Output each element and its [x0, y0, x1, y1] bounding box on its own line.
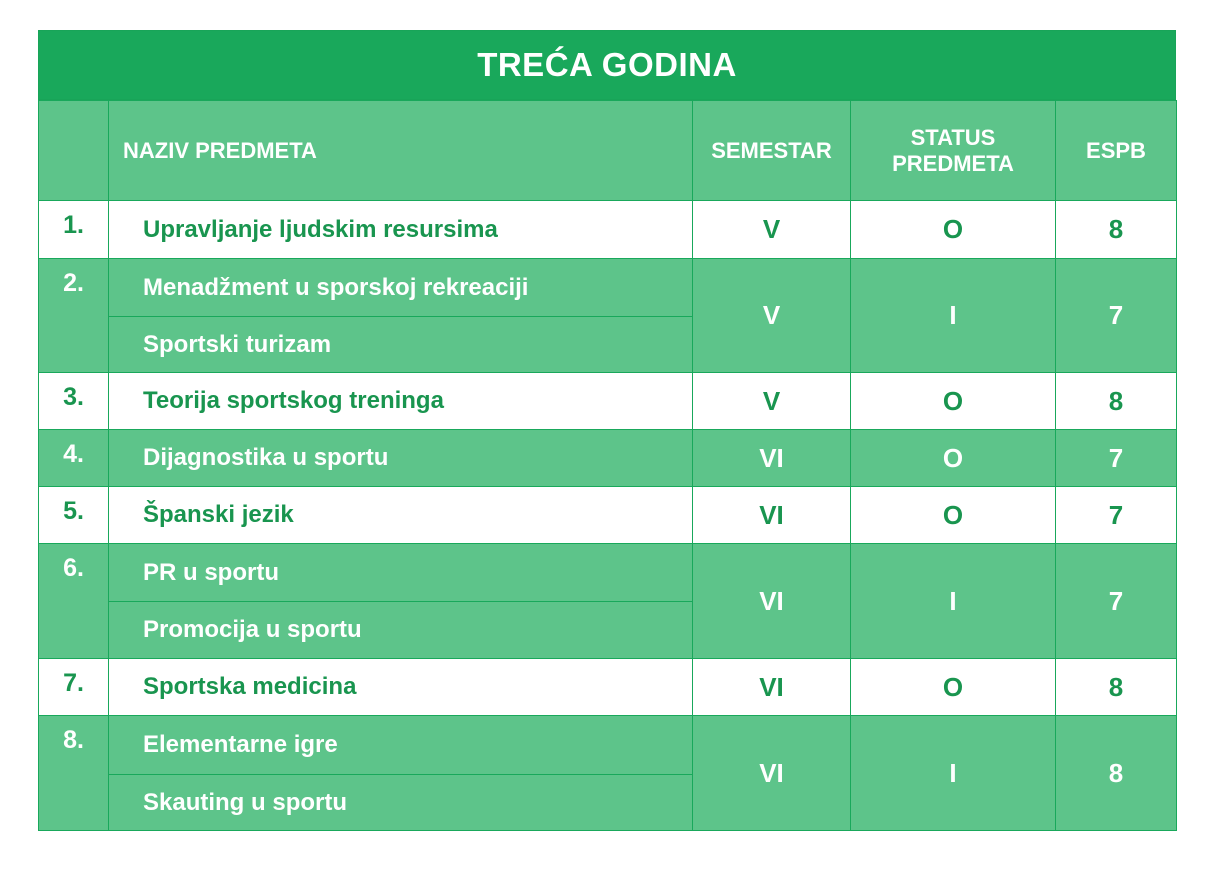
header-status — [851, 101, 1056, 201]
subject-name: Elementarne igre — [109, 716, 693, 775]
table-row — [39, 487, 1177, 544]
semester-cell: VI — [693, 487, 851, 544]
status-cell: I — [851, 544, 1056, 659]
table-row — [39, 544, 1177, 602]
semester-cell: VI — [693, 659, 851, 716]
subjects-table — [38, 100, 1177, 831]
header-number — [39, 101, 109, 201]
semester-cell: V — [693, 201, 851, 259]
subject-name: Teorija sportskog treninga — [109, 373, 693, 430]
status-cell: O — [851, 659, 1056, 716]
header-espb: ESPB — [1056, 101, 1177, 201]
table-row — [39, 659, 1177, 716]
header-semester: SEMESTAR — [693, 101, 851, 201]
subject-name: Promocija u sportu — [109, 602, 693, 659]
header-status-line1: STATUS — [910, 124, 996, 150]
espb-cell: 7 — [1056, 544, 1177, 659]
row-number: 6. — [39, 544, 109, 659]
table-row — [39, 201, 1177, 259]
semester-cell: VI — [693, 716, 851, 831]
semester-cell: V — [693, 259, 851, 373]
row-number: 8. — [39, 716, 109, 831]
table-title: TREĆA GODINA — [38, 30, 1176, 100]
status-cell: O — [851, 201, 1056, 259]
subject-name: Sportska medicina — [109, 659, 693, 716]
table-row — [39, 373, 1177, 430]
row-number: 4. — [39, 430, 109, 487]
espb-cell: 7 — [1056, 430, 1177, 487]
row-number: 5. — [39, 487, 109, 544]
row-number: 2. — [39, 259, 109, 373]
row-number: 3. — [39, 373, 109, 430]
subject-name: Dijagnostika u sportu — [109, 430, 693, 487]
semester-cell: VI — [693, 544, 851, 659]
status-cell: O — [851, 487, 1056, 544]
curriculum-table-wrapper — [38, 30, 1176, 831]
status-cell: I — [851, 259, 1056, 373]
espb-cell: 8 — [1056, 373, 1177, 430]
status-cell: I — [851, 716, 1056, 831]
table-row — [39, 259, 1177, 317]
row-number: 7. — [39, 659, 109, 716]
header-row — [39, 101, 1177, 201]
header-status-line2: PREDMETA — [892, 150, 1014, 176]
subject-name: PR u sportu — [109, 544, 693, 602]
table-row — [39, 716, 1177, 775]
subject-name: Menadžment u sporskoj rekreaciji — [109, 259, 693, 317]
subject-name: Upravljanje ljudskim resursima — [109, 201, 693, 259]
subject-name: Skauting u sportu — [109, 775, 693, 831]
semester-cell: VI — [693, 430, 851, 487]
espb-cell: 8 — [1056, 201, 1177, 259]
status-cell: O — [851, 430, 1056, 487]
espb-cell: 7 — [1056, 487, 1177, 544]
subject-name: Španski jezik — [109, 487, 693, 544]
table-row — [39, 430, 1177, 487]
row-number: 1. — [39, 201, 109, 259]
espb-cell: 7 — [1056, 259, 1177, 373]
espb-cell: 8 — [1056, 659, 1177, 716]
subject-name: Sportski turizam — [109, 317, 693, 373]
status-cell: O — [851, 373, 1056, 430]
header-subject-name: NAZIV PREDMETA — [109, 101, 693, 201]
espb-cell: 8 — [1056, 716, 1177, 831]
semester-cell: V — [693, 373, 851, 430]
